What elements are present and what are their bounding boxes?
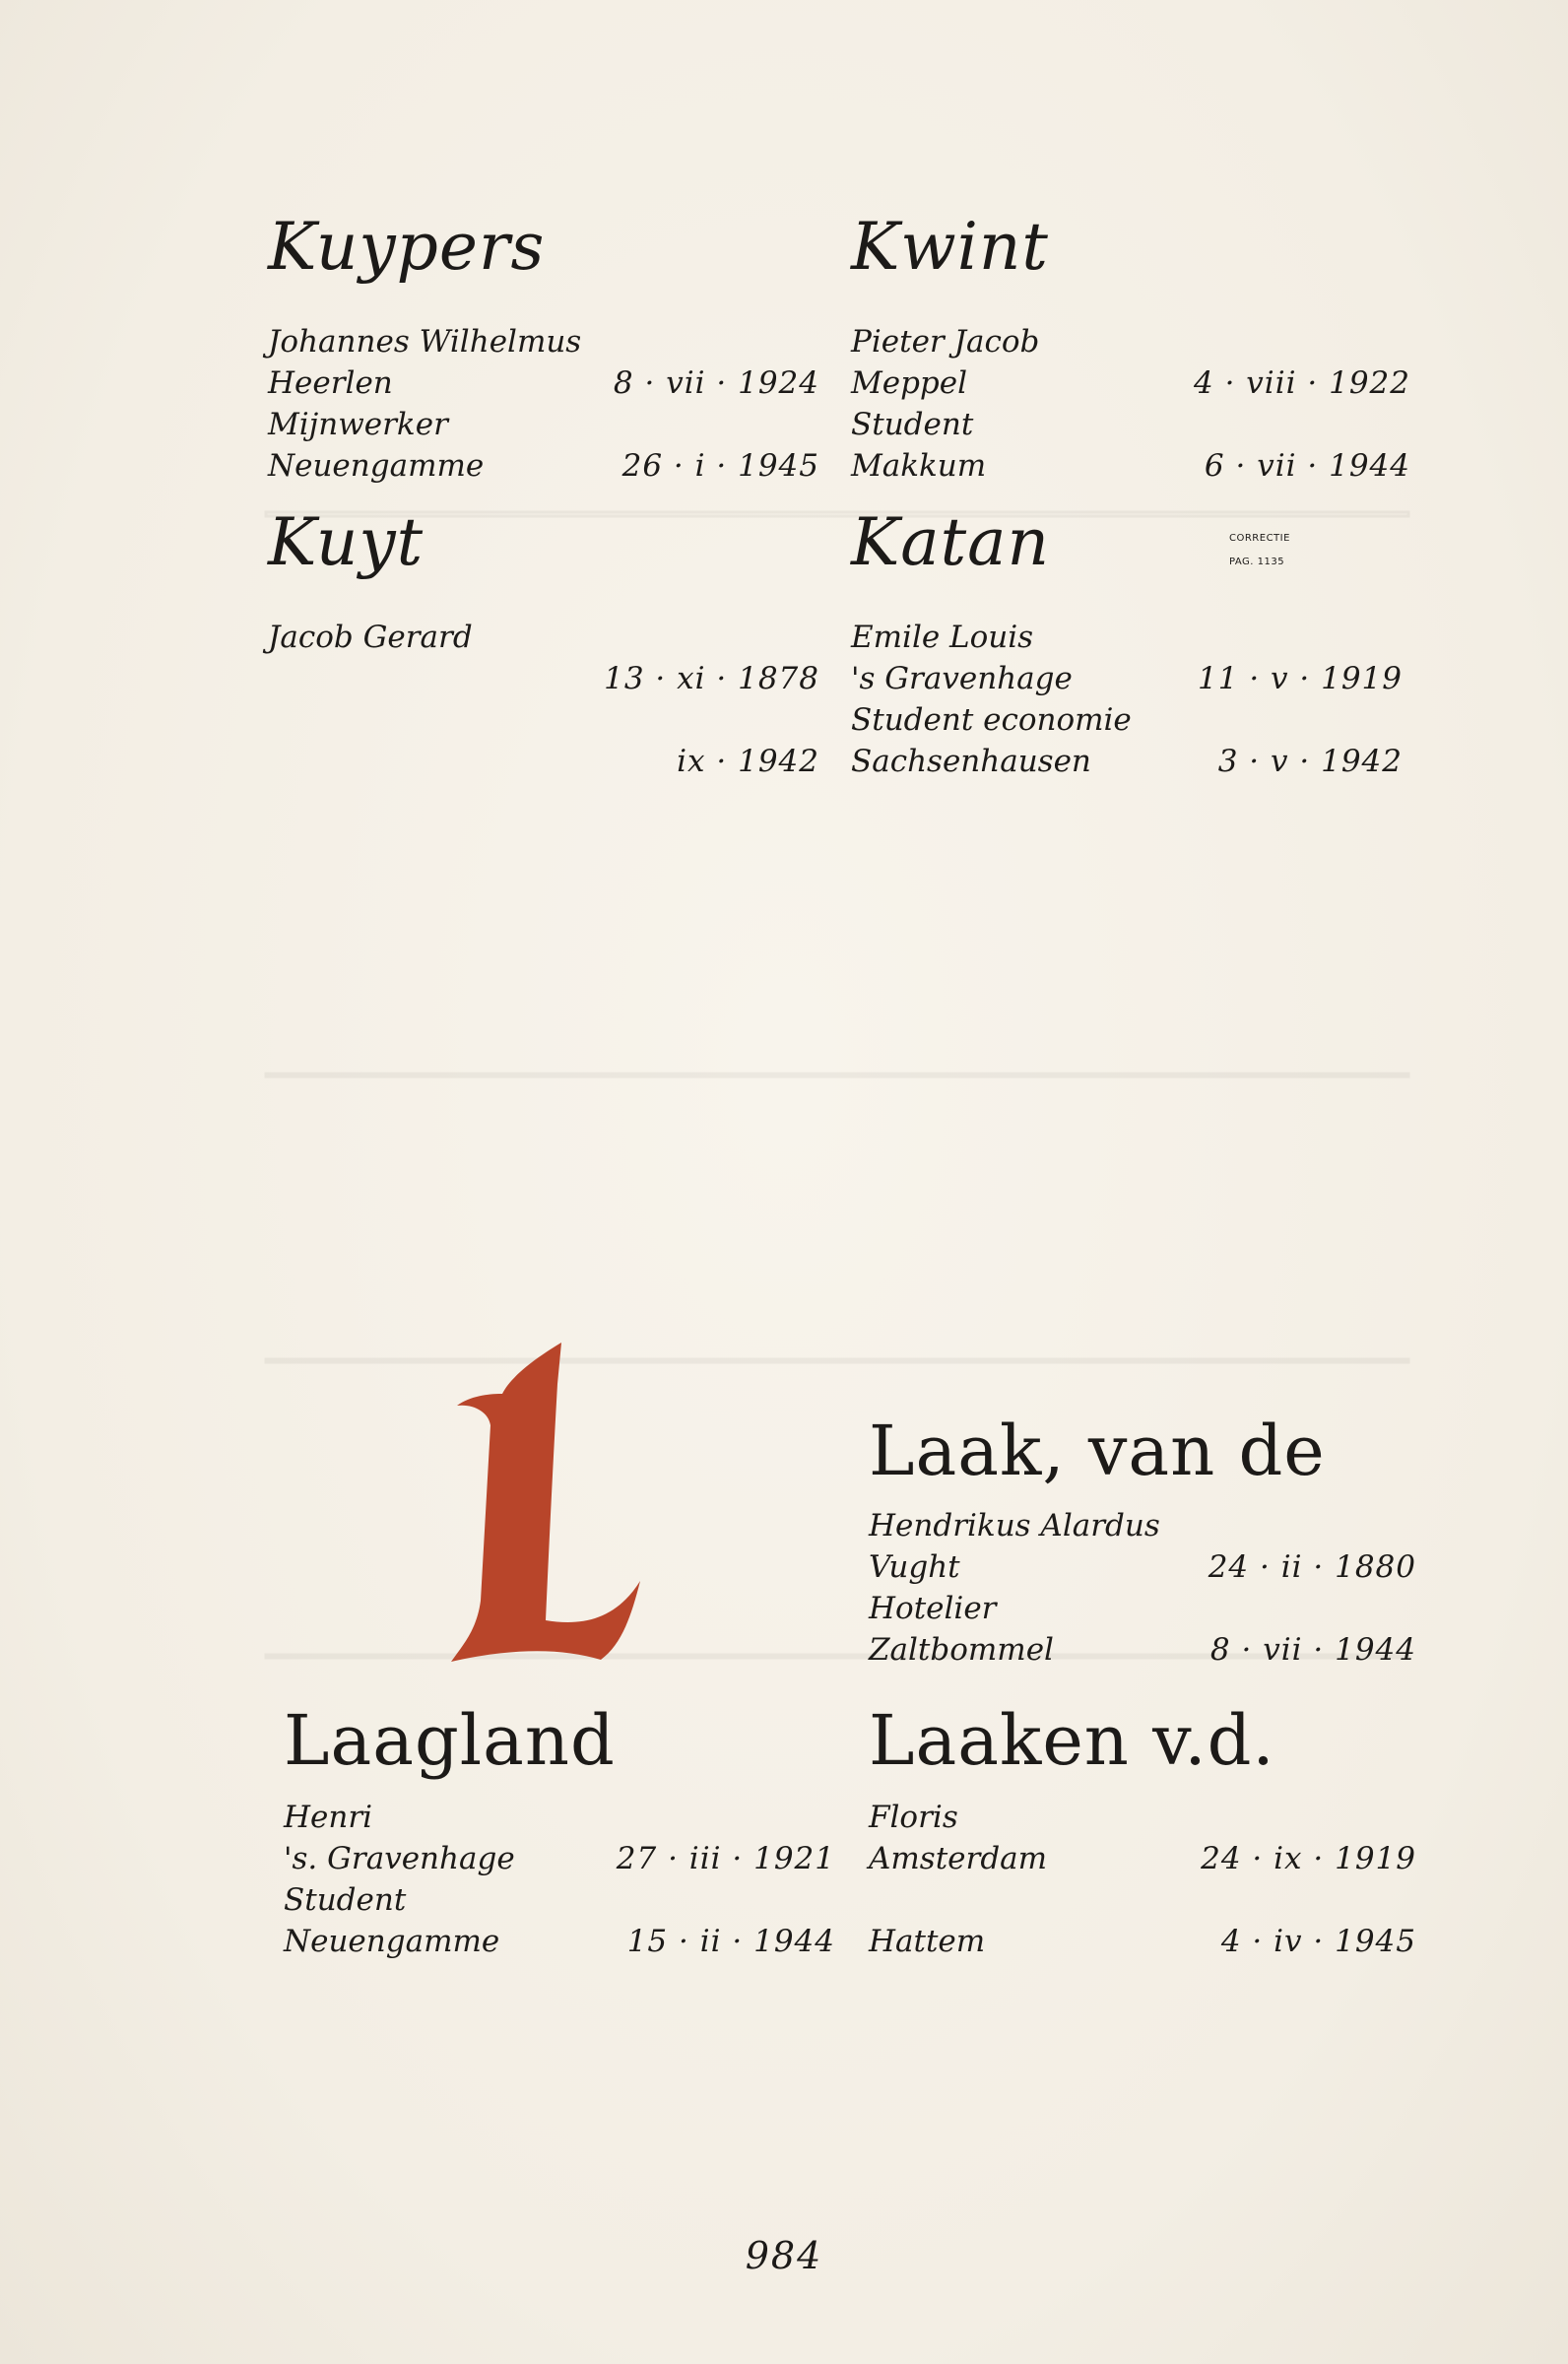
birth-row	[869, 1546, 1416, 1588]
birth-date: 4 · viii · 1922	[1194, 365, 1410, 401]
death-place: Makkum	[851, 448, 987, 484]
death-date: 4 · iv · 1945	[1220, 1924, 1416, 1959]
birth-row	[869, 1838, 1416, 1879]
correction-page-ref: PAG. 1135	[1229, 557, 1285, 567]
occupation: Mijnwerker	[268, 407, 448, 442]
given-names: Johannes Wilhelmus	[268, 324, 582, 360]
entry-details	[851, 617, 1403, 782]
birth-row	[268, 362, 819, 404]
death-row	[869, 1629, 1416, 1671]
death-date: 15 · ii · 1944	[626, 1924, 835, 1959]
death-row	[851, 445, 1410, 487]
occupation-row	[851, 699, 1403, 741]
birth-date: 13 · xi · 1878	[604, 661, 819, 696]
surname: Laak, van de	[869, 1411, 1326, 1491]
birth-row	[268, 658, 819, 699]
occupation: Student economie	[851, 702, 1132, 738]
entry-katan	[851, 504, 1403, 782]
given-names: Hendrikus Alardus	[869, 1508, 1160, 1543]
given-names: Pieter Jacob	[851, 324, 1040, 360]
birth-place: 's. Gravenhage	[284, 1841, 515, 1876]
surname: Kwint	[851, 209, 1049, 285]
birth-date: 27 · iii · 1921	[616, 1841, 835, 1876]
entry-kuyt	[268, 504, 819, 782]
occupation-row	[268, 404, 819, 445]
death-place: Hattem	[869, 1924, 986, 1959]
death-date: ix · 1942	[677, 744, 819, 779]
birth-place: Heerlen	[268, 365, 393, 401]
given-names-row	[851, 617, 1403, 658]
given-names-row	[268, 617, 819, 658]
entry-kuypers	[268, 209, 819, 487]
occupation: Student	[851, 407, 974, 442]
birth-date: 11 · v · 1919	[1198, 661, 1403, 696]
given-names-row	[851, 321, 1410, 362]
death-place: Neuengamme	[284, 1924, 500, 1959]
birth-row	[851, 658, 1403, 699]
given-names: Floris	[869, 1800, 958, 1835]
occupation-row	[869, 1588, 1416, 1629]
death-date: 26 · i · 1945	[621, 448, 819, 484]
birth-place: Vught	[869, 1549, 960, 1585]
birth-place: 's Gravenhage	[851, 661, 1073, 696]
entry-laaken-vd	[869, 1700, 1416, 1962]
occupation-row	[869, 1879, 1416, 1921]
entry-details	[851, 321, 1410, 487]
occupation-row	[284, 1879, 835, 1921]
entry-details	[268, 617, 819, 782]
birth-place: Amsterdam	[869, 1841, 1048, 1876]
occupation: Student	[284, 1882, 407, 1918]
death-row	[268, 741, 819, 782]
occupation-row	[268, 699, 819, 741]
occupation: Hotelier	[869, 1591, 997, 1626]
entry-laak-van-de	[869, 1411, 1416, 1671]
surname: Kuyt	[268, 504, 425, 580]
death-date: 8 · vii · 1944	[1209, 1632, 1416, 1668]
death-date: 3 · v · 1942	[1217, 744, 1403, 779]
given-names-row	[284, 1797, 835, 1838]
birth-date: 8 · vii · 1924	[613, 365, 819, 401]
correction-label: CORRECTIE	[1229, 533, 1290, 544]
death-row	[268, 445, 819, 487]
entry-kwint	[851, 209, 1410, 487]
entry-laagland	[284, 1700, 835, 1962]
given-names-row	[268, 321, 819, 362]
given-names-row	[869, 1797, 1416, 1838]
page-number: 984	[745, 2234, 823, 2277]
birth-row	[284, 1838, 835, 1879]
surname: Kuypers	[268, 209, 546, 285]
occupation-row	[851, 404, 1410, 445]
death-row	[869, 1921, 1416, 1962]
given-names-row	[869, 1505, 1416, 1546]
surname: Laaken v.d.	[869, 1700, 1275, 1781]
entry-details	[869, 1797, 1416, 1962]
death-place: Zaltbommel	[869, 1632, 1054, 1668]
death-row	[851, 741, 1403, 782]
birth-date: 24 · ii · 1880	[1208, 1549, 1416, 1585]
death-place: Neuengamme	[268, 448, 485, 484]
birth-place: Meppel	[851, 365, 968, 401]
correction-stamp	[1229, 532, 1290, 569]
initial-letter-l	[433, 1335, 660, 1665]
birth-date: 24 · ix · 1919	[1201, 1841, 1416, 1876]
birth-row	[851, 362, 1410, 404]
given-names: Emile Louis	[851, 620, 1034, 655]
given-names: Henri	[284, 1800, 373, 1835]
surname: Katan	[851, 504, 1051, 580]
death-row	[284, 1921, 835, 1962]
surname: Laagland	[284, 1700, 616, 1781]
given-names: Jacob Gerard	[268, 620, 473, 655]
entry-details	[268, 321, 819, 487]
death-date: 6 · vii · 1944	[1204, 448, 1410, 484]
entry-details	[869, 1505, 1416, 1671]
death-place: Sachsenhausen	[851, 744, 1091, 779]
entry-details	[284, 1797, 835, 1962]
